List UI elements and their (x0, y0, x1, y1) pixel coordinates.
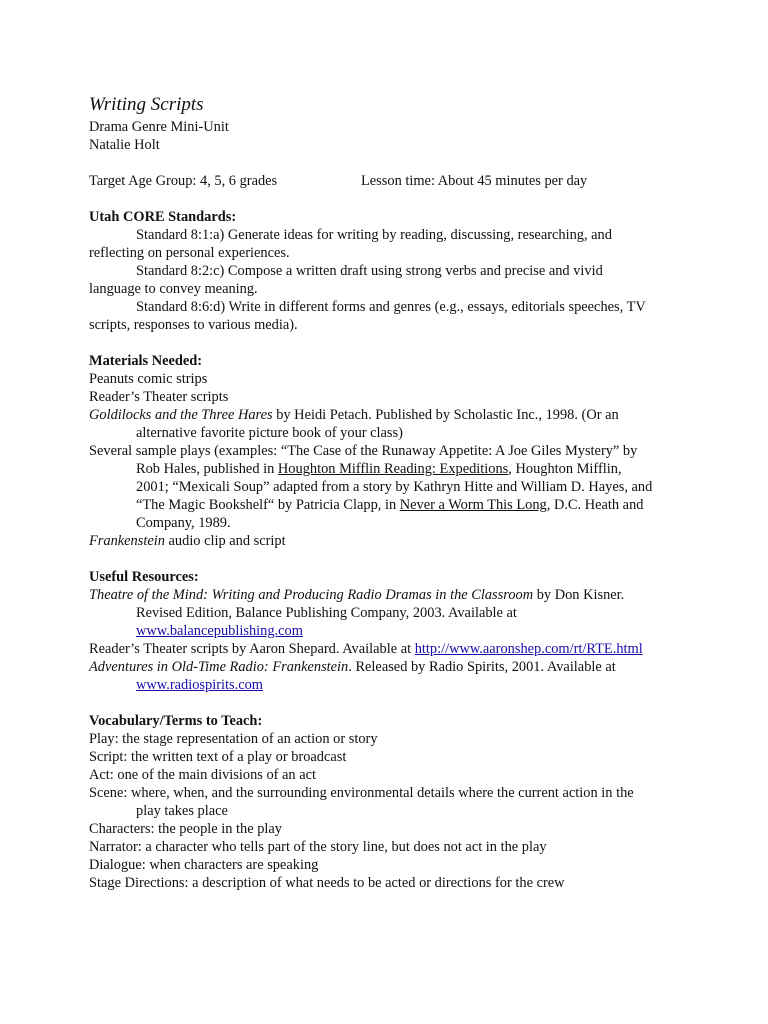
material-text: “The Magic Bookshelf“ by Patricia Clapp, in (136, 497, 400, 513)
radiospirits-link[interactable]: www.radiospirits.com (136, 677, 263, 693)
material-text: by Heidi Petach. Published by Scholastic Inc., 1998. (Or an (272, 407, 619, 423)
vocabulary-heading: Vocabulary/Terms to Teach: (89, 713, 263, 729)
standard-item-3-cont: scripts, responses to various media). (89, 317, 298, 333)
book-title: Goldilocks and the Three Hares (89, 407, 273, 423)
lesson-meta-row (89, 172, 679, 190)
vocab-scene-cont: play takes place (136, 803, 228, 819)
resource-radio-link-line (89, 676, 679, 694)
balance-publishing-link[interactable]: www.balancepublishing.com (136, 623, 303, 639)
standard-item-2: Standard 8:2:c) Compose a written draft using strong verbs and precise and vivid (136, 263, 603, 279)
resource-text: . Released by Radio Spirits, 2001. Available at (348, 659, 616, 675)
aaronshep-link[interactable]: http://www.aaronshep.com/rt/RTE.html (414, 641, 643, 657)
material-text: , Houghton Mifflin, (508, 461, 622, 477)
document-body (89, 94, 679, 892)
material-goldilocks-cont: alternative favorite picture book of your class) (136, 425, 403, 441)
spacer (89, 154, 679, 172)
material-peanuts: Peanuts comic strips (89, 371, 208, 387)
material-text: Rob Hales, published in (136, 461, 278, 477)
resources-heading: Useful Resources: (89, 569, 199, 585)
book-title: Never a Worm This Long (399, 497, 547, 513)
material-goldilocks (89, 406, 679, 424)
material-readers-theater: Reader’s Theater scripts (89, 389, 229, 405)
book-title: Frankenstein (89, 533, 165, 549)
author-name: Natalie Holt (89, 137, 160, 153)
material-text: , D.C. Heath and (546, 497, 644, 513)
vocab-act: Act: one of the main divisions of an act (89, 767, 316, 783)
material-plays-line1: Several sample plays (examples: “The Case of the Runaway Appetite: A Joe Giles Mystery” by (89, 443, 638, 459)
spacer (89, 334, 679, 352)
standard-item-2-cont: language to convey meaning. (89, 281, 258, 297)
materials-heading: Materials Needed: (89, 353, 203, 369)
book-title: Theatre of the Mind: Writing and Producing Radio Dramas in the Classroom (89, 587, 534, 603)
material-plays-line3: 2001; “Mexicali Soup” adapted from a story by Kathryn Hitte and William D. Hayes, and (136, 479, 653, 495)
vocab-stage-directions: Stage Directions: a description of what needs to be acted or directions for the crew (89, 875, 565, 891)
spacer (89, 550, 679, 568)
resource-theatre-link-line (89, 622, 679, 640)
resource-shepard (89, 640, 679, 658)
material-plays-line5: Company, 1989. (136, 515, 231, 531)
material-plays-line4 (89, 496, 679, 514)
resource-text: by Don Kisner. (533, 587, 625, 603)
resource-text: Reader’s Theater scripts by Aaron Shepard. Available at (89, 641, 415, 657)
material-frankenstein (89, 532, 679, 550)
standard-item-1-cont: reflecting on personal experiences. (89, 245, 290, 261)
resource-theatre (89, 586, 679, 604)
document-subtitle: Drama Genre Mini-Unit (89, 119, 229, 135)
resource-theatre-cont: Revised Edition, Balance Publishing Company, 2003. Available at (136, 605, 517, 621)
target-age-group: Target Age Group: 4, 5, 6 grades (89, 173, 278, 189)
standard-item-1: Standard 8:1:a) Generate ideas for writing by reading, discussing, researching, and (136, 227, 612, 243)
vocab-characters: Characters: the people in the play (89, 821, 283, 837)
resource-radio (89, 658, 679, 676)
vocab-dialogue: Dialogue: when characters are speaking (89, 857, 319, 873)
standard-item-3: Standard 8:6:d) Write in different forms and genres (e.g., essays, editorials speeches, TV (136, 299, 646, 315)
vocab-play: Play: the stage representation of an action or story (89, 731, 378, 747)
material-plays-line2 (89, 460, 679, 478)
book-title: Adventures in Old-Time Radio: Frankenstein (89, 659, 349, 675)
standards-heading: Utah CORE Standards: (89, 209, 237, 225)
vocab-script: Script: the written text of a play or broadcast (89, 749, 347, 765)
lesson-time: Lesson time: About 45 minutes per day (361, 173, 588, 189)
document-title: Writing Scripts (89, 94, 204, 115)
vocab-narrator: Narrator: a character who tells part of the story line, but does not act in the play (89, 839, 547, 855)
vocab-scene: Scene: where, when, and the surrounding environmental details where the current action in the (89, 785, 634, 801)
spacer (89, 190, 679, 208)
spacer (89, 694, 679, 712)
book-title: Houghton Mifflin Reading: Expeditions (277, 461, 509, 477)
material-text: audio clip and script (164, 533, 286, 549)
